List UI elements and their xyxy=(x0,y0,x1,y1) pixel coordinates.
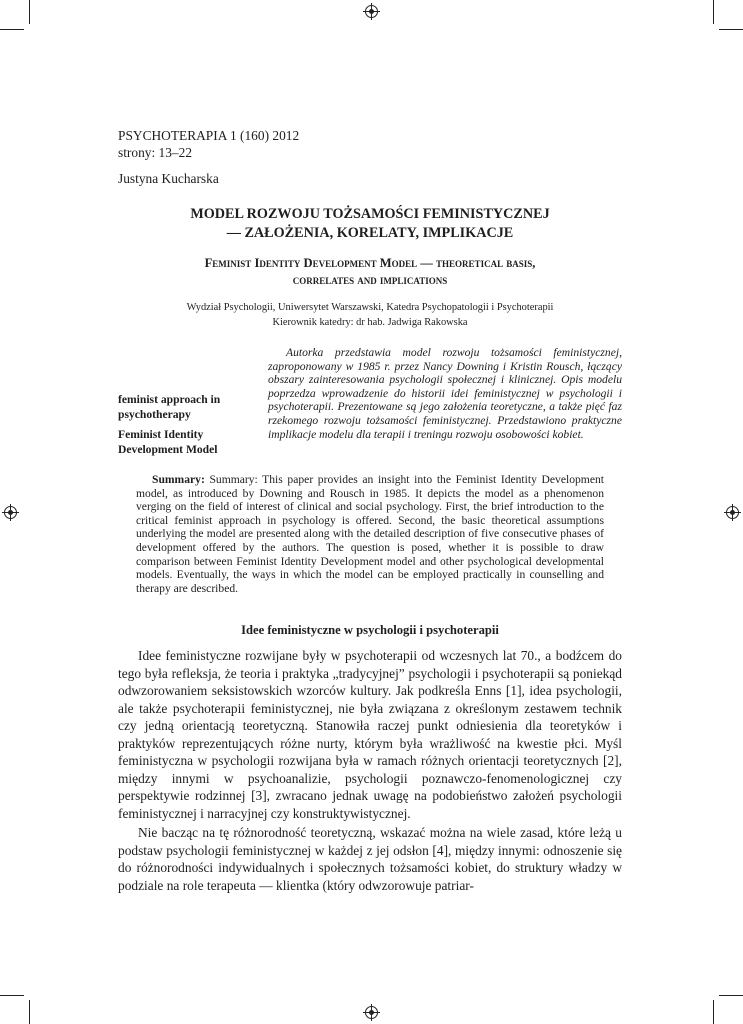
summary-text: Summary: This paper provides an insight into the Feminist Identity Development model, as introduced by Downing and Rousch in 1985. It depicts the model as a phenomenon verging on the field of interest of clinical and social psychology. First, the brief introduction to the critical feminist approach in psychology is offered. Second, the basic theoretical assumptions underlying the model are presented along with the detailed description of five consecutive phases of development offered by the authors. The question is posed, whether it is possible to draw comparison between Feminist Identity Development model and other psychological developmental models. Eventually, the ways in which the model can be employed practically in counselling and therapy are described. xyxy=(136,473,604,595)
crop-mark-top-right-v xyxy=(713,0,714,24)
affiliation-line-1: Wydział Psychologii, Uniwersytet Warszawski, Katedra Psychopatologii i Psychoterapii xyxy=(186,302,554,313)
crop-mark-top-right xyxy=(719,29,743,30)
body-text xyxy=(118,647,622,894)
keyword-2: Feminist Identity Development Model xyxy=(118,428,218,456)
crop-mark-bottom-right-v xyxy=(713,1000,714,1024)
journal-pages: strony: 13–22 xyxy=(118,145,193,160)
summary-label: Summary: xyxy=(152,473,205,486)
crop-mark-bottom-left xyxy=(0,995,24,996)
keywords xyxy=(118,393,238,463)
paragraph-2: Nie bacząc na tę różnorodność teoretyczną, wskazać można na wiele zasad, które leżą u podstaw psychologii feministycznej w każdej z jej odsłon [4], między innymi: odnoszenie się do różnorodności indywidualnych i społecznych tożsamości kobiet, do struktury władzy w podziale na role terapeuta — klientka (który odwzorowuje patriar- xyxy=(118,825,622,893)
crop-mark-top-left-v xyxy=(29,0,30,24)
author-name: Justyna Kucharska xyxy=(118,171,219,186)
summary xyxy=(136,473,604,595)
registration-mark-top-icon xyxy=(365,5,378,18)
affiliation-line-2: Kierownik katedry: dr hab. Jadwiga Rakowska xyxy=(272,317,468,328)
article-subtitle-line-1: Feminist Identity Development Model — theoretical basis, xyxy=(204,256,536,270)
journal-issue: PSYCHOTERAPIA 1 (160) 2012 xyxy=(118,128,300,143)
paragraph-1: Idee feministyczne rozwijane były w psychoterapii od wczesnych lat 70., a bodźcem do tego była refleksja, że teoria i praktyka „tradycyjnej” psychologii i psychoterapii są poniekąd odwzorowaniem seksistowskich wzorców kultury. Jak podkreśla Enns [1], idea psychologii, ale także psychoterapii feministycznej, nie była związana z określonym zestawem technik czy jedną orientacją teoretyczną. Stanowiła raczej punkt odniesienia dla teoretyków i praktyków reprezentujących różne nurty, którym była wrażliwość na kwestie płci. Myśl feministyczna w psychologii rozwijana była w ramach różnych orientacji teoretycznych [2], między innymi w psychoanalizie, psychologii poznawczo-fenomenologicznej czy perspektywie rodzinnej [3], zwracano jednak uwagę na podobieństwo założeń psychologii feministycznej i narracyjnej czy konstruktywistycznej. xyxy=(118,648,622,821)
section-heading: Idee feministyczne w psychologii i psychoterapii xyxy=(241,623,499,637)
article-title-line-2: — ZAŁOŻENIA, KORELATY, IMPLIKACJE xyxy=(226,225,514,241)
keyword-1: feminist approach in psychotherapy xyxy=(118,393,221,421)
crop-mark-top-left xyxy=(0,29,24,30)
registration-mark-right-icon xyxy=(726,506,739,519)
article-subtitle-line-2: correlates and implications xyxy=(292,273,448,287)
article-title-line-1: MODEL ROZWOJU TOŻSAMOŚCI FEMINISTYCZNEJ xyxy=(190,206,550,222)
crop-mark-bottom-left-v xyxy=(29,1000,30,1024)
crop-mark-bottom-right xyxy=(719,995,743,996)
registration-mark-bottom-icon xyxy=(365,1006,378,1019)
registration-mark-left-icon xyxy=(4,506,17,519)
abstract-polish: Autorka przedstawia model rozwoju tożsamości feministycznej, zaproponowany w 1985 r. przez Nancy Downing i Kristin Rousch, łączący obszary zainteresowania psychologii społecznej i klinicznej. Opis modelu poprzedza wprowadzenie do historii idei feministycznej w psychologii i psychoterapii. Prezentowane są jego założenia teoretyczne, a także pięć faz rzekomego rozwoju tożsamości feministycznej. Przedstawiono praktyczne implikacje modelu dla terapii i treningu rozwoju osobowości kobiet. xyxy=(268,346,622,441)
